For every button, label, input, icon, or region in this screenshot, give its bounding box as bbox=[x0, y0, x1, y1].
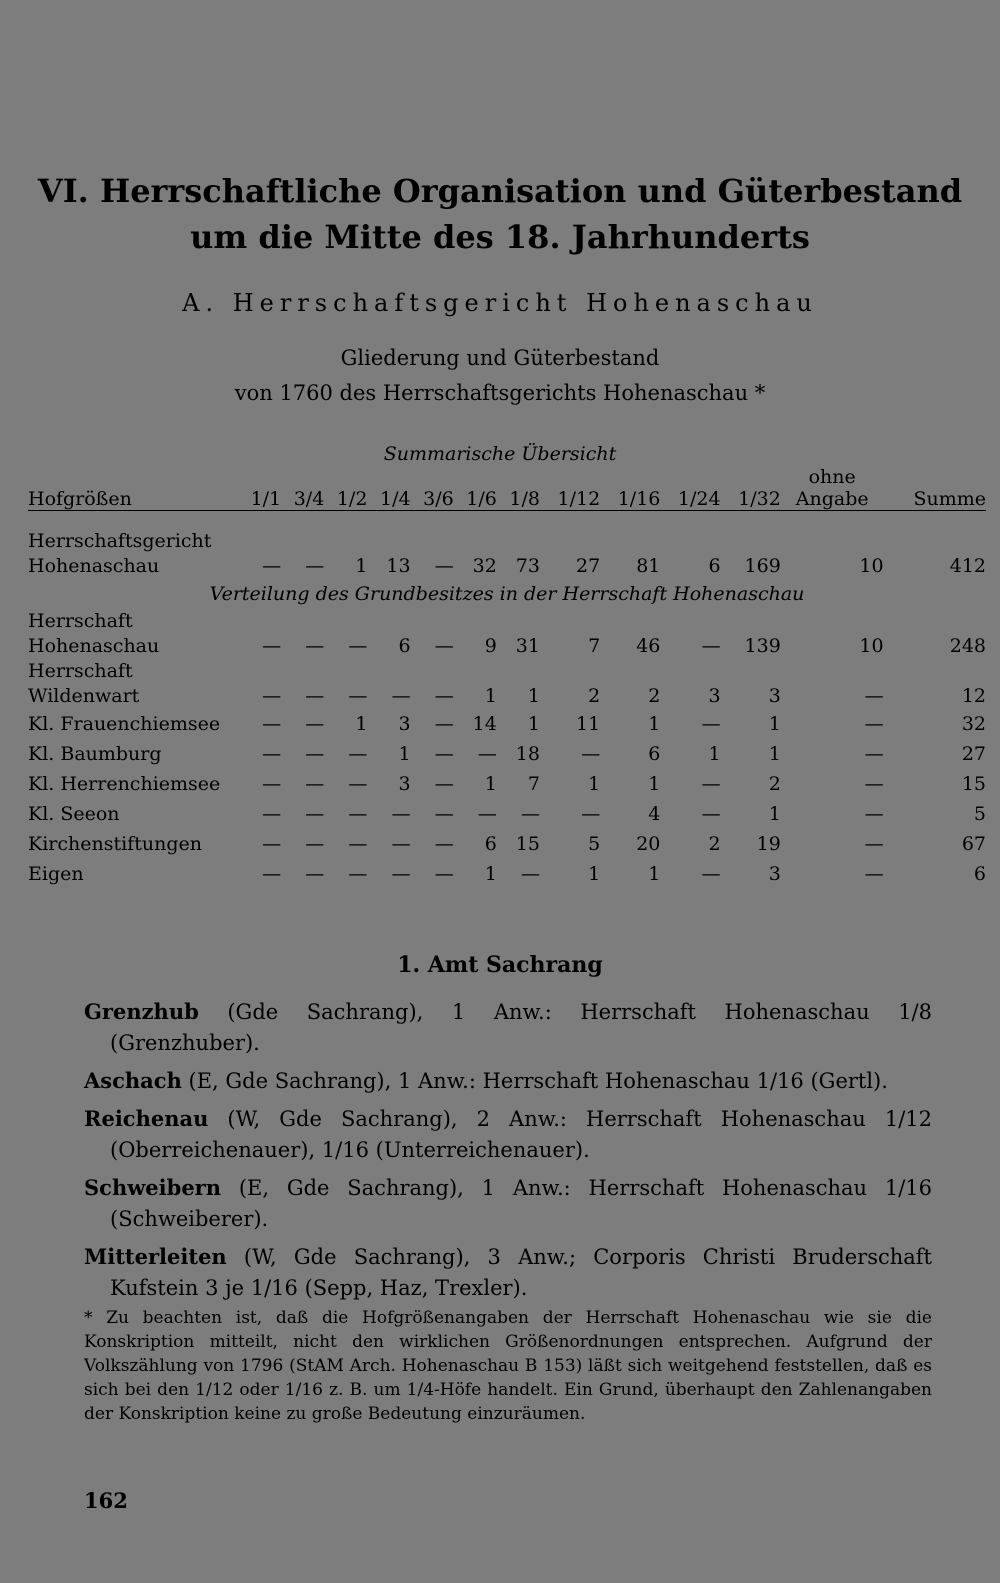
table-cell: — bbox=[391, 833, 411, 855]
place-entry bbox=[84, 996, 932, 1059]
column-header: 1/32 bbox=[738, 488, 781, 510]
table-cell: — bbox=[348, 685, 368, 707]
place-description: (E, Gde Sachrang), 1 Anw.: Herrschaft Hohenaschau 1/16 (Schweiberer). bbox=[110, 1176, 932, 1231]
distribution-caption: Verteilung des Grundbesitzes in der Herrschaft Hohenaschau bbox=[209, 583, 805, 605]
place-name: Grenzhub bbox=[84, 999, 199, 1024]
table-cell: 7 bbox=[527, 773, 540, 795]
table-cell: 9 bbox=[484, 635, 497, 657]
table-cell: 4 bbox=[648, 803, 661, 825]
table-cell: — bbox=[262, 635, 282, 657]
table-cell: — bbox=[520, 803, 540, 825]
table-heading-line1: Gliederung und Güterbestand bbox=[340, 346, 660, 370]
row-label: Eigen bbox=[28, 863, 84, 885]
table-cell: 1 bbox=[768, 803, 781, 825]
table-cell: — bbox=[305, 555, 325, 577]
row-label bbox=[28, 659, 238, 709]
table-cell: 46 bbox=[636, 635, 661, 657]
table-cell: 14 bbox=[472, 713, 497, 735]
table-cell: — bbox=[262, 743, 282, 765]
header-rule bbox=[28, 511, 986, 530]
table-cell: — bbox=[581, 803, 601, 825]
table-cell: — bbox=[864, 773, 884, 795]
row-label bbox=[28, 529, 238, 579]
row-label-line: Wildenwart bbox=[28, 685, 140, 707]
place-name: Schweibern bbox=[84, 1175, 222, 1200]
page-title-line1: VI. Herrschaftliche Organisation und Güterbestand bbox=[37, 172, 963, 210]
table-cell: — bbox=[864, 713, 884, 735]
table-cell: 5 bbox=[588, 833, 601, 855]
table-cell: 10 bbox=[859, 635, 884, 657]
table-cell: 81 bbox=[636, 555, 661, 577]
table-cell: — bbox=[391, 803, 411, 825]
column-header: 1/1 bbox=[250, 488, 282, 510]
table-cell: 169 bbox=[744, 555, 781, 577]
table-cell: 2 bbox=[768, 773, 781, 795]
table-cell: 2 bbox=[648, 685, 661, 707]
table-heading-line2: von 1760 des Herrschaftsgerichts Hohenaschau * bbox=[234, 381, 766, 405]
column-header: 1/24 bbox=[677, 488, 721, 510]
row-label: Kl. Herrenchiemsee bbox=[28, 773, 221, 795]
column-header: 1/12 bbox=[557, 488, 601, 510]
table-cell: — bbox=[864, 685, 884, 707]
table-cell: 3 bbox=[768, 685, 781, 707]
table-cell: 412 bbox=[949, 555, 986, 577]
table-cell: — bbox=[701, 803, 721, 825]
table-row bbox=[28, 799, 986, 829]
table-cell: 1 bbox=[484, 773, 497, 795]
table-cell: 19 bbox=[756, 833, 781, 855]
table-cell: 1 bbox=[648, 713, 661, 735]
table-cell: — bbox=[305, 685, 325, 707]
table-cell: — bbox=[305, 635, 325, 657]
column-header: 1/6 bbox=[466, 488, 497, 510]
table-cell: — bbox=[262, 863, 282, 885]
row-label-line: Hohenaschau bbox=[28, 555, 160, 577]
table-row bbox=[28, 829, 986, 859]
table-row bbox=[28, 659, 986, 709]
table-cell: 6 bbox=[648, 743, 661, 765]
table-cell: — bbox=[434, 833, 454, 855]
table-cell: — bbox=[864, 743, 884, 765]
row-label bbox=[28, 609, 238, 659]
table-cell: — bbox=[348, 773, 368, 795]
table-row bbox=[28, 859, 986, 889]
table-cell: — bbox=[348, 743, 368, 765]
table-cell: 1 bbox=[768, 743, 781, 765]
table-cell: 1 bbox=[708, 743, 721, 765]
table-cell: — bbox=[348, 863, 368, 885]
place-entry bbox=[84, 1241, 932, 1304]
table-cell: — bbox=[262, 713, 282, 735]
table-cell: — bbox=[305, 773, 325, 795]
table-cell: 32 bbox=[961, 713, 986, 735]
table-cell: 1 bbox=[588, 773, 601, 795]
table-cell: 1 bbox=[527, 685, 540, 707]
table-cell: — bbox=[434, 635, 454, 657]
table-cell: 18 bbox=[515, 743, 540, 765]
column-header: 1/4 bbox=[379, 488, 411, 510]
table-cell: — bbox=[305, 713, 325, 735]
column-header: 1/8 bbox=[509, 488, 540, 510]
table-cell: 27 bbox=[961, 743, 986, 765]
table-cell: 248 bbox=[949, 635, 986, 657]
holdings-table bbox=[28, 466, 986, 889]
row-label: Kl. Frauenchiemsee bbox=[28, 713, 221, 735]
place-description: (W, Gde Sachrang), 2 Anw.: Herrschaft Hohenaschau 1/12 (Oberreichenauer), 1/16 (Unterreichenauer). bbox=[110, 1107, 932, 1162]
table-cell: — bbox=[262, 685, 282, 707]
table-cell: 31 bbox=[515, 635, 540, 657]
row-label-line: Hohenaschau bbox=[28, 635, 160, 657]
table-body bbox=[28, 511, 986, 890]
table-cell: — bbox=[305, 863, 325, 885]
table-cell: — bbox=[434, 863, 454, 885]
row-label-line: Herrschaft bbox=[28, 660, 133, 682]
place-description: (Gde Sachrang), 1 Anw.: Herrschaft Hohenaschau 1/8 (Grenzhuber). bbox=[110, 1000, 932, 1055]
column-header-line: Angabe bbox=[795, 488, 869, 510]
table-cell: — bbox=[262, 803, 282, 825]
page-title-line2: um die Mitte des 18. Jahrhunderts bbox=[190, 218, 810, 256]
table-cell: 1 bbox=[527, 713, 540, 735]
amt-heading: 1. Amt Sachrang bbox=[397, 952, 603, 978]
column-header: 3/4 bbox=[293, 488, 325, 510]
place-entry bbox=[84, 1172, 932, 1235]
table-cell: 1 bbox=[648, 863, 661, 885]
table-cell: — bbox=[348, 803, 368, 825]
table-cell: 6 bbox=[973, 863, 986, 885]
row-label: Kl. Baumburg bbox=[28, 743, 162, 765]
table-cell: — bbox=[477, 743, 497, 765]
table-cell: 7 bbox=[588, 635, 601, 657]
table-cell: 1 bbox=[648, 773, 661, 795]
table-cell: 2 bbox=[708, 833, 721, 855]
place-description: (W, Gde Sachrang), 3 Anw.; Corporis Christi Bruderschaft Kufstein 3 je 1/16 (Sepp, Haz, Trexler). bbox=[110, 1245, 932, 1300]
row-label: Kl. Seeon bbox=[28, 803, 120, 825]
table-row bbox=[28, 739, 986, 769]
footnote: * Zu beachten ist, daß die Hofgrößenangaben der Herrschaft Hohenaschau wie sie die Konskription mitteilt, nicht den wirklichen Größenordnungen entsprechen. Aufgrund der Volkszählung von 1796 (StAM Arch. Hohenaschau B 153) läßt sich weitgehend feststellen, daß es sich bei den 1/12 oder 1/16 z. B. um 1/4-Höfe handelt. Ein Grund, überhaupt den Zahlenangaben der Konskription keine zu große Bedeutung einzuräumen. bbox=[84, 1308, 932, 1424]
table-cell: 1 bbox=[355, 713, 368, 735]
table-cell: 1 bbox=[588, 863, 601, 885]
table-cell: — bbox=[434, 713, 454, 735]
table-cell: 6 bbox=[708, 555, 721, 577]
table-cell: 1 bbox=[355, 555, 368, 577]
table-cell: — bbox=[520, 863, 540, 885]
place-description: (E, Gde Sachrang), 1 Anw.: Herrschaft Hohenaschau 1/16 (Gertl). bbox=[181, 1069, 888, 1093]
table-row bbox=[28, 529, 986, 579]
table-cell: 11 bbox=[576, 713, 601, 735]
table-cell: 1 bbox=[484, 863, 497, 885]
section-heading: A. Herrschaftsgericht Hohenaschau bbox=[182, 289, 818, 317]
table-cell: — bbox=[348, 635, 368, 657]
table-cell: — bbox=[701, 863, 721, 885]
table-cell: 3 bbox=[708, 685, 721, 707]
table-cell: — bbox=[305, 743, 325, 765]
table-cell: — bbox=[262, 833, 282, 855]
table-cell: 15 bbox=[961, 773, 986, 795]
column-header: Summe bbox=[913, 488, 986, 510]
table-cell: — bbox=[391, 685, 411, 707]
entry-list bbox=[84, 996, 932, 1310]
table-cell: — bbox=[864, 863, 884, 885]
column-header: 1/16 bbox=[617, 488, 661, 510]
place-entry bbox=[84, 1065, 932, 1097]
table-cell: — bbox=[434, 743, 454, 765]
table-cell: — bbox=[701, 713, 721, 735]
table-cell: — bbox=[864, 803, 884, 825]
table-cell: — bbox=[262, 773, 282, 795]
column-header-line: ohne bbox=[808, 466, 856, 488]
table-cell: 1 bbox=[768, 713, 781, 735]
table-cell: — bbox=[477, 803, 497, 825]
table-row bbox=[28, 609, 986, 659]
column-header-ohne-angabe bbox=[781, 466, 884, 511]
table-row bbox=[28, 709, 986, 739]
table-cell: — bbox=[434, 555, 454, 577]
column-header: 1/2 bbox=[336, 488, 368, 510]
table-cell: 27 bbox=[576, 555, 601, 577]
place-entry bbox=[84, 1103, 932, 1166]
column-header: Hofgrößen bbox=[28, 488, 132, 510]
table-cell: 3 bbox=[398, 713, 411, 735]
table-cell: — bbox=[434, 685, 454, 707]
table-cell: 6 bbox=[484, 833, 497, 855]
place-name: Reichenau bbox=[84, 1106, 209, 1131]
table-header-row bbox=[28, 466, 986, 511]
table-cell: 5 bbox=[973, 803, 986, 825]
table-cell: 12 bbox=[961, 685, 986, 707]
table-cell: 67 bbox=[961, 833, 986, 855]
table-row bbox=[28, 769, 986, 799]
place-name: Aschach bbox=[84, 1068, 182, 1093]
table-cell: — bbox=[701, 635, 721, 657]
table-cell: 1 bbox=[484, 685, 497, 707]
table-cell: — bbox=[864, 833, 884, 855]
table-cell: — bbox=[348, 833, 368, 855]
table-cell: — bbox=[391, 863, 411, 885]
table-cell: — bbox=[581, 743, 601, 765]
page-number: 162 bbox=[84, 1488, 128, 1513]
table-cell: 73 bbox=[515, 555, 540, 577]
table-cell: 139 bbox=[744, 635, 781, 657]
table-cell: 32 bbox=[472, 555, 497, 577]
table-cell: 6 bbox=[398, 635, 411, 657]
table-cell: 2 bbox=[588, 685, 601, 707]
row-label-line: Herrschaft bbox=[28, 610, 133, 632]
table-cell: 10 bbox=[859, 555, 884, 577]
table-cell: 3 bbox=[398, 773, 411, 795]
table-cell: 13 bbox=[386, 555, 411, 577]
table-cell: — bbox=[305, 803, 325, 825]
table-caption: Summarische Übersicht bbox=[383, 443, 617, 465]
table-cell: — bbox=[701, 773, 721, 795]
place-name: Mitterleiten bbox=[84, 1244, 227, 1269]
table-cell: 3 bbox=[768, 863, 781, 885]
table-cell: — bbox=[434, 773, 454, 795]
table-cell: — bbox=[262, 555, 282, 577]
table-cell: — bbox=[305, 833, 325, 855]
table-cell: 1 bbox=[398, 743, 411, 765]
table-cell: — bbox=[434, 803, 454, 825]
row-label-line: Herrschaftsgericht bbox=[28, 530, 212, 552]
row-label: Kirchenstiftungen bbox=[28, 833, 202, 855]
table-cell: 15 bbox=[515, 833, 540, 855]
table-cell: 20 bbox=[636, 833, 661, 855]
column-header: 3/6 bbox=[423, 488, 454, 510]
